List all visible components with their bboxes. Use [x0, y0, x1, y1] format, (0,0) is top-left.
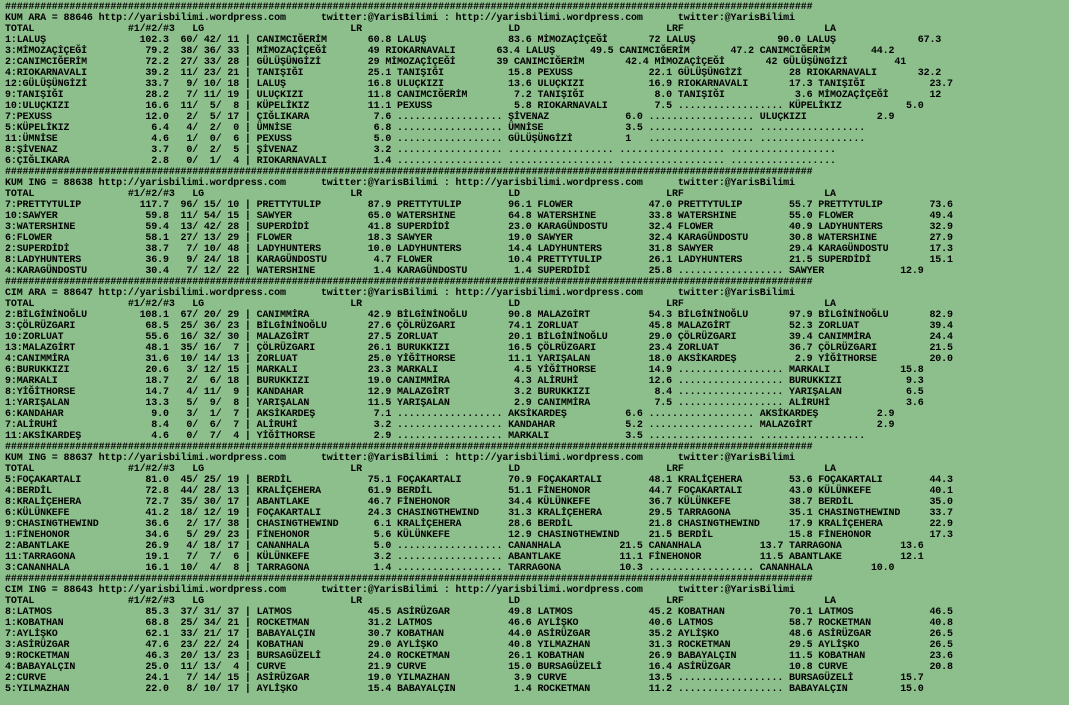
horse-row: 1:KOBATHAN 68.8 25/ 34/ 21 | ROCKETMAN 31.2 LATMOS 46.6 AYLİŞKO 40.6 LATMOS 58.7 ROCKETMAN 40.8	[5, 618, 953, 629]
horse-row: 12:GÜLÜŞÜNGİZİ 33.7 9/ 10/ 18 | LALUŞ 16.8 ULUÇKIZI 13.6 ULUÇKIZI 16.9 RIOKARNAVALI 17.3 TANIŞIĞI 23.7	[5, 79, 953, 90]
horse-row: 6:BURUKKIZI 20.6 3/ 12/ 15 | MARKALI 23.3 MARKALI 4.5 YİĞİTHORSE 14.9 .................. MARKALI 15.8	[5, 365, 924, 376]
horse-row: 8:LADYHUNTERS 36.9 9/ 24/ 18 | KARAGÜNDOSTU 4.7 FLOWER 10.4 PRETTYTULIP 26.1 LADYHUNTERS 21.5 SUPERDİDİ 15.1	[5, 255, 953, 266]
horse-row: 2:CURVE 24.1 7/ 14/ 15 | ASİRÜZGAR 19.0 YILMAZHAN 3.9 CURVE 13.5 .................. BURSAGÜZELİ 15.7	[5, 673, 924, 684]
section-header: KUM ARA = 88646 http://yarisbilimi.wordpress.com twitter:@YarisBilimi : http://yarisbilimi.wordpress.com twitter:@YarisBilimi	[5, 13, 795, 24]
section-separator: ##########################################################################################################################################	[5, 2, 813, 13]
horse-row: 13:MALAZGİRT 48.1 35/ 16/ 7 | ÇÖLRÜZGARI 26.1 BURUKKIZI 16.5 ÇÖLRÜZGARI 23.4 ZORLUAT 36.7 ÇÖLRÜZGARI 21.5	[5, 343, 953, 354]
horse-row: 9:CHASINGTHEWIND 36.6 2/ 17/ 38 | CHASINGTHEWIND 6.1 KRALİÇEHERA 28.6 BERDİL 21.8 CHASINGTHEWIND 17.9 KRALİÇEHERA 22.9	[5, 519, 953, 530]
horse-row: 2:BİLGİNİNOĞLU 108.1 67/ 20/ 29 | CANIMMİRA 42.9 BİLGİNİNOĞLU 90.8 MALAZGİRT 54.3 BİLGİNİNOĞLU 97.9 BİLGİNİNOĞLU 82.9	[5, 310, 953, 321]
horse-row: 7:PRETTYTULIP 117.7 96/ 15/ 10 | PRETTYTULIP 87.9 PRETTYTULIP 96.1 FLOWER 47.0 PRETTYTULIP 55.7 PRETTYTULIP 73.6	[5, 200, 953, 211]
column-header	[5, 464, 1067, 475]
horse-row: 6:KANDAHAR 9.0 3/ 1/ 7 | AKSİKARDEŞ 7.1 .................. AKSİKARDEŞ 6.6 .................. AKSİKARDEŞ 2.9	[5, 409, 895, 420]
horse-row: 3:WATERSHINE 59.4 13/ 42/ 28 | SUPERDİDİ 41.8 SUPERDİDİ 23.0 KARAGÜNDOSTU 32.4 FLOWER 40.9 LADYHUNTERS 32.9	[5, 222, 953, 233]
horse-row: 7:AYLİŞKO 62.1 33/ 21/ 17 | BABAYALÇIN 30.7 KOBATHAN 44.0 ASİRÜZGAR 35.2 AYLİŞKO 48.6 ASİRÜZGAR 26.5	[5, 629, 953, 640]
horse-row: 9:TANIŞIĞI 28.2 7/ 11/ 19 | ULUÇKIZI 11.8 CANIMCIĞERİM 7.2 TANIŞIĞI 8.0 TANIŞIĞI 3.6 MİMOZAÇİÇEĞİ 12	[5, 90, 942, 101]
horse-row: 10:ZORLUAT 55.6 16/ 32/ 30 | MALAZGİRT 27.5 ZORLUAT 20.1 BİLGİNİNOĞLU 29.0 ÇÖLRÜZGARI 39.4 CANIMMİRA 24.4	[5, 332, 953, 343]
horse-row: 7:PEXUSS 12.0 2/ 5/ 17 | ÇIĞLIKARA 7.6 .................. ŞİVENAZ 6.0 .................. ULUÇKIZI 2.9	[5, 112, 895, 123]
column-header-labels: #1/#2/#3 LG LR LD LRF LA	[34, 189, 836, 200]
horse-row: 2:SUPERDİDİ 38.7 7/ 10/ 48 | LADYHUNTERS 10.0 LADYHUNTERS 14.4 LADYHUNTERS 31.8 SAWYER 29.4 KARAGÜNDOSTU 17.3	[5, 244, 953, 255]
section-header: KUM ING = 88637 http://yarisbilimi.wordpress.com twitter:@YarisBilimi : http://yarisbilimi.wordpress.com twitter:@YarisBilimi	[5, 453, 795, 464]
horse-row: 8:LATMOS 85.3 37/ 31/ 37 | LATMOS 45.5 ASİRÜZGAR 49.8 LATMOS 45.2 KOBATHAN 70.1 LATMOS 46.5	[5, 607, 953, 618]
horse-row: 11:TARRAGONA 19.1 7/ 7/ 6 | KÜLÜNKEFE 3.2 .................. ABANTLAKE 11.1 FİNEHONOR 11.5 ABANTLAKE 12.1	[5, 552, 924, 563]
horse-row: 10:SAWYER 59.8 11/ 54/ 15 | SAWYER 65.0 WATERSHINE 64.8 WATERSHINE 33.8 WATERSHINE 55.0 FLOWER 49.4	[5, 211, 953, 222]
horse-row: 3:CANANHALA 16.1 10/ 4/ 8 | TARRAGONA 1.4 .................. TARRAGONA 10.3 .................. CANANHALA 10.0	[5, 563, 895, 574]
column-header-total: TOTAL	[5, 299, 35, 310]
column-header-labels: #1/#2/#3 LG LR LD LRF LA	[34, 596, 836, 607]
horse-row: 4:RIOKARNAVALI 39.2 11/ 23/ 21 | TANIŞIĞI 25.1 TANIŞIĞI 15.8 PEXUSS 22.1 GÜLÜŞÜNGİZİ 28 RIOKARNAVALI 32.2	[5, 68, 942, 79]
horse-row: 5:FOÇAKARTALI 81.0 45/ 25/ 19 | BERDİL 75.1 FOÇAKARTALI 70.9 FOÇAKARTALI 48.1 KRALİÇEHERA 53.6 FOÇAKARTALI 44.3	[5, 475, 953, 486]
column-header-total: TOTAL	[5, 464, 35, 475]
column-header-labels: #1/#2/#3 LG LR LD LRF LA	[34, 464, 836, 475]
horse-row: 8:KRALİÇEHERA 72.7 35/ 30/ 17 | ABANTLAKE 46.7 FİNEHONOR 34.4 KÜLÜNKEFE 36.7 KÜLÜNKEFE 38.7 BERDİL 35.0	[5, 497, 953, 508]
horse-row: 5:YILMAZHAN 22.0 8/ 10/ 17 | AYLİŞKO 15.4 BABAYALÇIN 1.4 ROCKETMAN 11.2 .................. BABAYALÇIN 15.0	[5, 684, 924, 695]
horse-row: 2:CANIMCIĞERİM 72.2 27/ 33/ 28 | GÜLÜŞÜNGİZİ 29 MİMOZAÇİÇEĞİ 39 CANIMCIĞERİM 42.4 MİMOZAÇİÇEĞİ 42 GÜLÜŞÜNGİZİ 41	[5, 57, 907, 68]
horse-row: 4:CANIMMİRA 31.6 10/ 14/ 13 | ZORLUAT 25.0 YİĞİTHORSE 11.1 YARIŞALAN 18.0 AKSİKARDEŞ 2.9 YİĞİTHORSE 20.0	[5, 354, 953, 365]
section-header: CIM ARA = 88647 http://yarisbilimi.wordpress.com twitter:@YarisBilimi : http://yarisbilimi.wordpress.com twitter:@YarisBilimi	[5, 288, 795, 299]
horse-row: 2:ABANTLAKE 26.9 4/ 18/ 17 | CANANHALA 5.0 .................. CANANHALA 21.5 CANANHALA 13.7 TARRAGONA 13.6	[5, 541, 924, 552]
horse-row: 4:BERDİL 72.8 44/ 28/ 13 | KRALİÇEHERA 61.9 BERDİL 51.1 FİNEHONOR 44.7 FOÇAKARTALI 43.0 KÜLÜNKEFE 40.1	[5, 486, 953, 497]
horse-row: 4:BABAYALÇIN 25.0 11/ 13/ 4 | CURVE 21.9 CURVE 15.0 BURSAGÜZELİ 16.4 ASİRÜZGAR 10.8 CURVE 20.8	[5, 662, 953, 673]
section-header: KUM ING = 88638 http://yarisbilimi.wordpress.com twitter:@YarisBilimi : http://yarisbilimi.wordpress.com twitter:@YarisBilimi	[5, 178, 795, 189]
horse-row: 3:ÇÖLRÜZGARI 68.5 25/ 36/ 23 | BİLGİNİNOĞLU 27.6 ÇÖLRÜZGARI 74.1 ZORLUAT 45.8 MALAZGİRT 52.3 ZORLUAT 39.4	[5, 321, 953, 332]
race-stats-sheet	[5, 2, 1067, 704]
horse-row: 11:ÜMNİSE 4.6 1/ 0/ 6 | PEXUSS 5.0 .................. GÜLÜŞÜNGİZİ 1 .................. ..................	[5, 134, 866, 145]
horse-row: 5:KÜPELİKIZ 6.4 4/ 2/ 0 | ÜMNİSE 6.8 .................. ÜMNİSE 3.5 .................. ..................	[5, 123, 866, 134]
horse-row: 11:AKSİKARDEŞ 4.6 0/ 7/ 4 | YİĞİTHORSE 2.9 .................. MARKALI 3.5 .................. ..................	[5, 431, 866, 442]
column-header-total: TOTAL	[5, 24, 35, 35]
horse-row: 7:ALİRUHİ 8.4 0/ 6/ 7 | ALİRUHİ 3.2 .................. KANDAHAR 5.2 .................. MALAZGİRT 2.9	[5, 420, 895, 431]
column-header-labels: #1/#2/#3 LG LR LD LRF LA	[34, 299, 836, 310]
horse-row: 8:ŞİVENAZ 3.7 0/ 2/ 5 | ŞİVENAZ 3.2 .................. .................. .................. ..................	[5, 145, 836, 156]
horse-row: 9:ROCKETMAN 46.3 20/ 13/ 23 | BURSAGÜZELİ 24.0 ROCKETMAN 26.1 KOBATHAN 26.9 BABAYALÇIN 11.5 KOBATHAN 23.6	[5, 651, 953, 662]
horse-row: 9:MARKALI 18.7 2/ 6/ 18 | BURUKKIZI 19.0 CANIMMİRA 4.3 ALİRUHİ 12.6 .................. BURUKKIZI 9.3	[5, 376, 924, 387]
section-separator: ##########################################################################################################################################	[5, 574, 813, 585]
horse-row: 1:FİNEHONOR 34.6 5/ 29/ 23 | FİNEHONOR 5.6 KÜLÜNKEFE 12.9 CHASINGTHEWIND 21.5 BERDİL 15.8 FİNEHONOR 17.3	[5, 530, 953, 541]
column-header-total: TOTAL	[5, 189, 35, 200]
horse-row: 3:MİMOZAÇİÇEĞİ 79.2 38/ 36/ 33 | MİMOZAÇİÇEĞİ 49 RIOKARNAVALI 63.4 LALUŞ 49.5 CANIMCIĞERİM 47.2 CANIMCIĞERİM 44.2	[5, 46, 895, 57]
column-header	[5, 189, 1067, 200]
column-header	[5, 299, 1067, 310]
horse-row: 10:ULUÇKIZI 16.6 11/ 5/ 8 | KÜPELİKIZ 11.1 PEXUSS 5.8 RIOKARNAVALI 7.5 .................. KÜPELİKIZ 5.0	[5, 101, 924, 112]
section-separator: ##########################################################################################################################################	[5, 167, 813, 178]
horse-row: 4:KARAGÜNDOSTU 30.4 7/ 12/ 22 | WATERSHINE 1.4 KARAGÜNDOSTU 1.4 SUPERDİDİ 25.8 .................. SAWYER 12.9	[5, 266, 924, 277]
column-header-labels: #1/#2/#3 LG LR LD LRF LA	[34, 24, 836, 35]
column-header-total: TOTAL	[5, 596, 35, 607]
horse-row: 3:ASİRÜZGAR 47.6 23/ 22/ 24 | KOBATHAN 29.0 AYLİŞKO 40.8 YILMAZHAN 31.3 ROCKETMAN 29.5 AYLİŞKO 26.5	[5, 640, 953, 651]
section-separator: ##########################################################################################################################################	[5, 277, 813, 288]
horse-row: 6:FLOWER 58.1 27/ 13/ 29 | FLOWER 18.3 SAWYER 19.0 SAWYER 32.4 KARAGÜNDOSTU 30.8 WATERSHINE 27.9	[5, 233, 953, 244]
column-header	[5, 24, 1067, 35]
horse-row: 1:LALUŞ 102.3 60/ 42/ 11 | CANIMCIĞERİM 60.8 LALUŞ 83.6 MİMOZAÇİÇEĞİ 72 LALUŞ 90.0 LALUŞ 67.3	[5, 35, 942, 46]
section-header: CIM ING = 88643 http://yarisbilimi.wordpress.com twitter:@YarisBilimi : http://yarisbilimi.wordpress.com twitter:@YarisBilimi	[5, 585, 795, 596]
horse-row: 6:KÜLÜNKEFE 41.2 18/ 12/ 19 | FOÇAKARTALI 24.3 CHASINGTHEWIND 31.3 KRALİÇEHERA 29.5 TARRAGONA 35.1 CHASINGTHEWIND 33.7	[5, 508, 953, 519]
section-separator: ##########################################################################################################################################	[5, 442, 813, 453]
horse-row: 8:YİĞİTHORSE 14.7 4/ 11/ 9 | KANDAHAR 12.9 MALAZGİRT 3.2 BURUKKIZI 8.4 .................. YARIŞALAN 6.5	[5, 387, 924, 398]
horse-row: 1:YARIŞALAN 13.3 5/ 9/ 8 | YARIŞALAN 11.5 YARIŞALAN 2.9 CANIMMİRA 7.5 .................. ALİRUHİ 3.6	[5, 398, 924, 409]
horse-row: 6:ÇIĞLIKARA 2.8 0/ 1/ 4 | RIOKARNAVALI 1.4 .................. .................. .................. ..................	[5, 156, 836, 167]
column-header	[5, 596, 1067, 607]
